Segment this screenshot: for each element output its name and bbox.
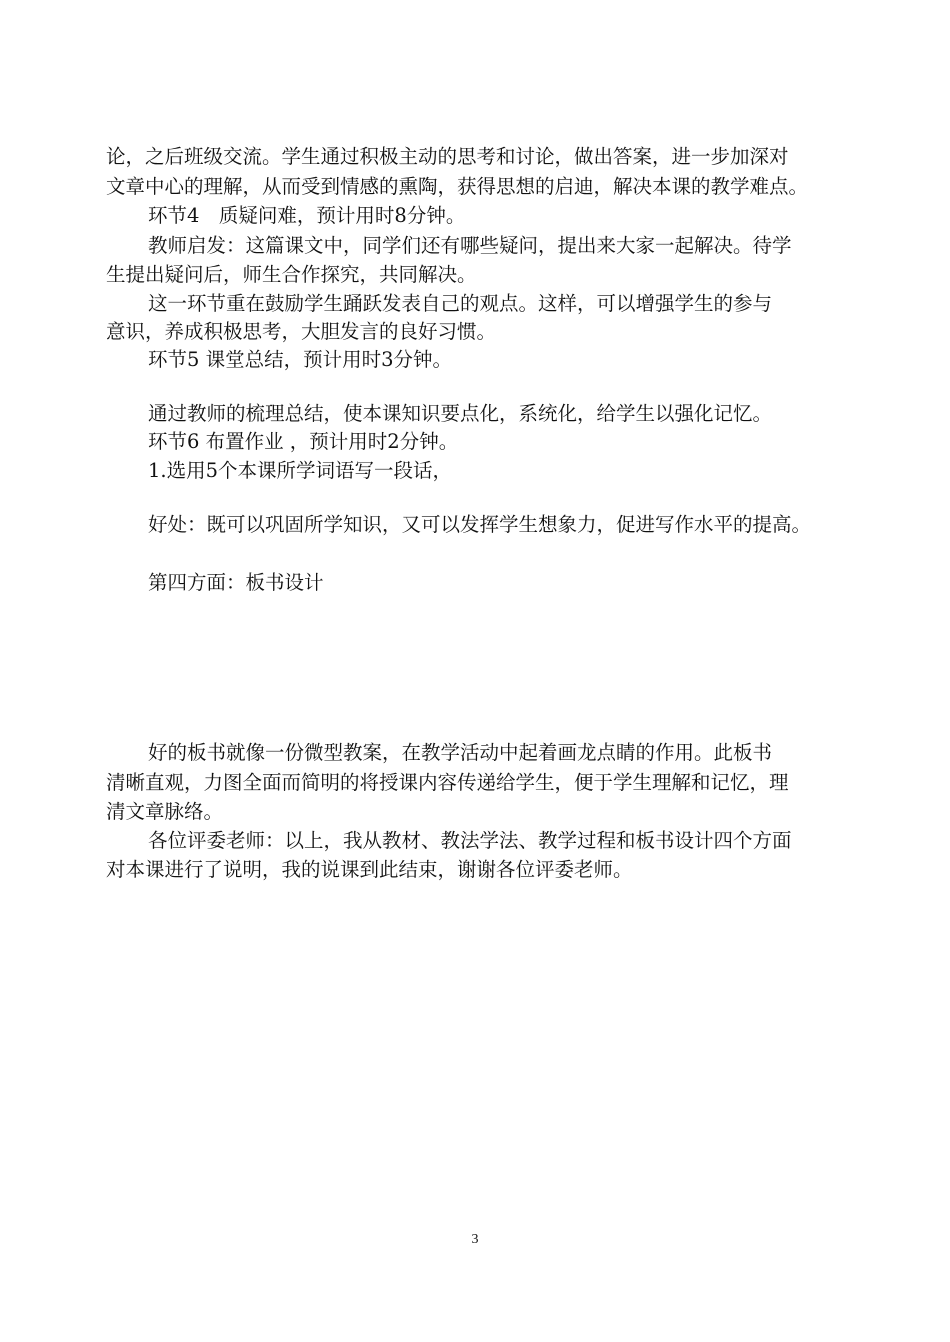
paragraph-line: 对本课进行了说明，我的说课到此结束，谢谢各位评委老师。 <box>106 858 633 881</box>
section-heading: 环节6 布置作业 ，预计用时2分钟。 <box>148 430 459 453</box>
paragraph-line: 清文章脉络。 <box>106 800 224 823</box>
paragraph-line: 好处：既可以巩固所学知识，又可以发挥学生想象力，促进写作水平的提高。 <box>148 513 812 536</box>
paragraph-line: 这一环节重在鼓励学生踊跃发表自己的观点。这样，可以增强学生的参与 <box>148 292 773 315</box>
paragraph-line: 好的板书就像一份微型教案，在教学活动中起着画龙点睛的作用。此板书 <box>148 741 773 764</box>
paragraph-line: 通过教师的梳理总结，使本课知识要点化，系统化，给学生以强化记忆。 <box>148 402 773 425</box>
paragraph-line: 论，之后班级交流。学生通过积极主动的思考和讨论，做出答案，进一步加深对 <box>106 145 789 168</box>
section-heading: 第四方面：板书设计 <box>148 571 324 594</box>
paragraph-line: 生提出疑问后，师生合作探究，共同解决。 <box>106 263 477 286</box>
section-heading: 环节4 质疑问难，预计用时8分钟。 <box>148 204 466 227</box>
page-number: 3 <box>471 1232 479 1247</box>
paragraph-line: 教师启发：这篇课文中，同学们还有哪些疑问，提出来大家一起解决。待学 <box>148 234 792 257</box>
paragraph-line: 清晰直观，力图全面而简明的将授课内容传递给学生，便于学生理解和记忆，理 <box>106 771 789 794</box>
section-heading: 环节5 课堂总结，预计用时3分钟。 <box>148 348 453 371</box>
paragraph-line: 文章中心的理解，从而受到情感的熏陶，获得思想的启迪，解决本课的教学难点。 <box>106 175 809 198</box>
paragraph-line: 1.选用5个本课所学词语写一段话， <box>148 459 453 482</box>
paragraph-line: 各位评委老师：以上，我从教材、教法学法、教学过程和板书设计四个方面 <box>148 829 792 852</box>
paragraph-line: 意识，养成积极思考，大胆发言的良好习惯。 <box>106 320 497 343</box>
